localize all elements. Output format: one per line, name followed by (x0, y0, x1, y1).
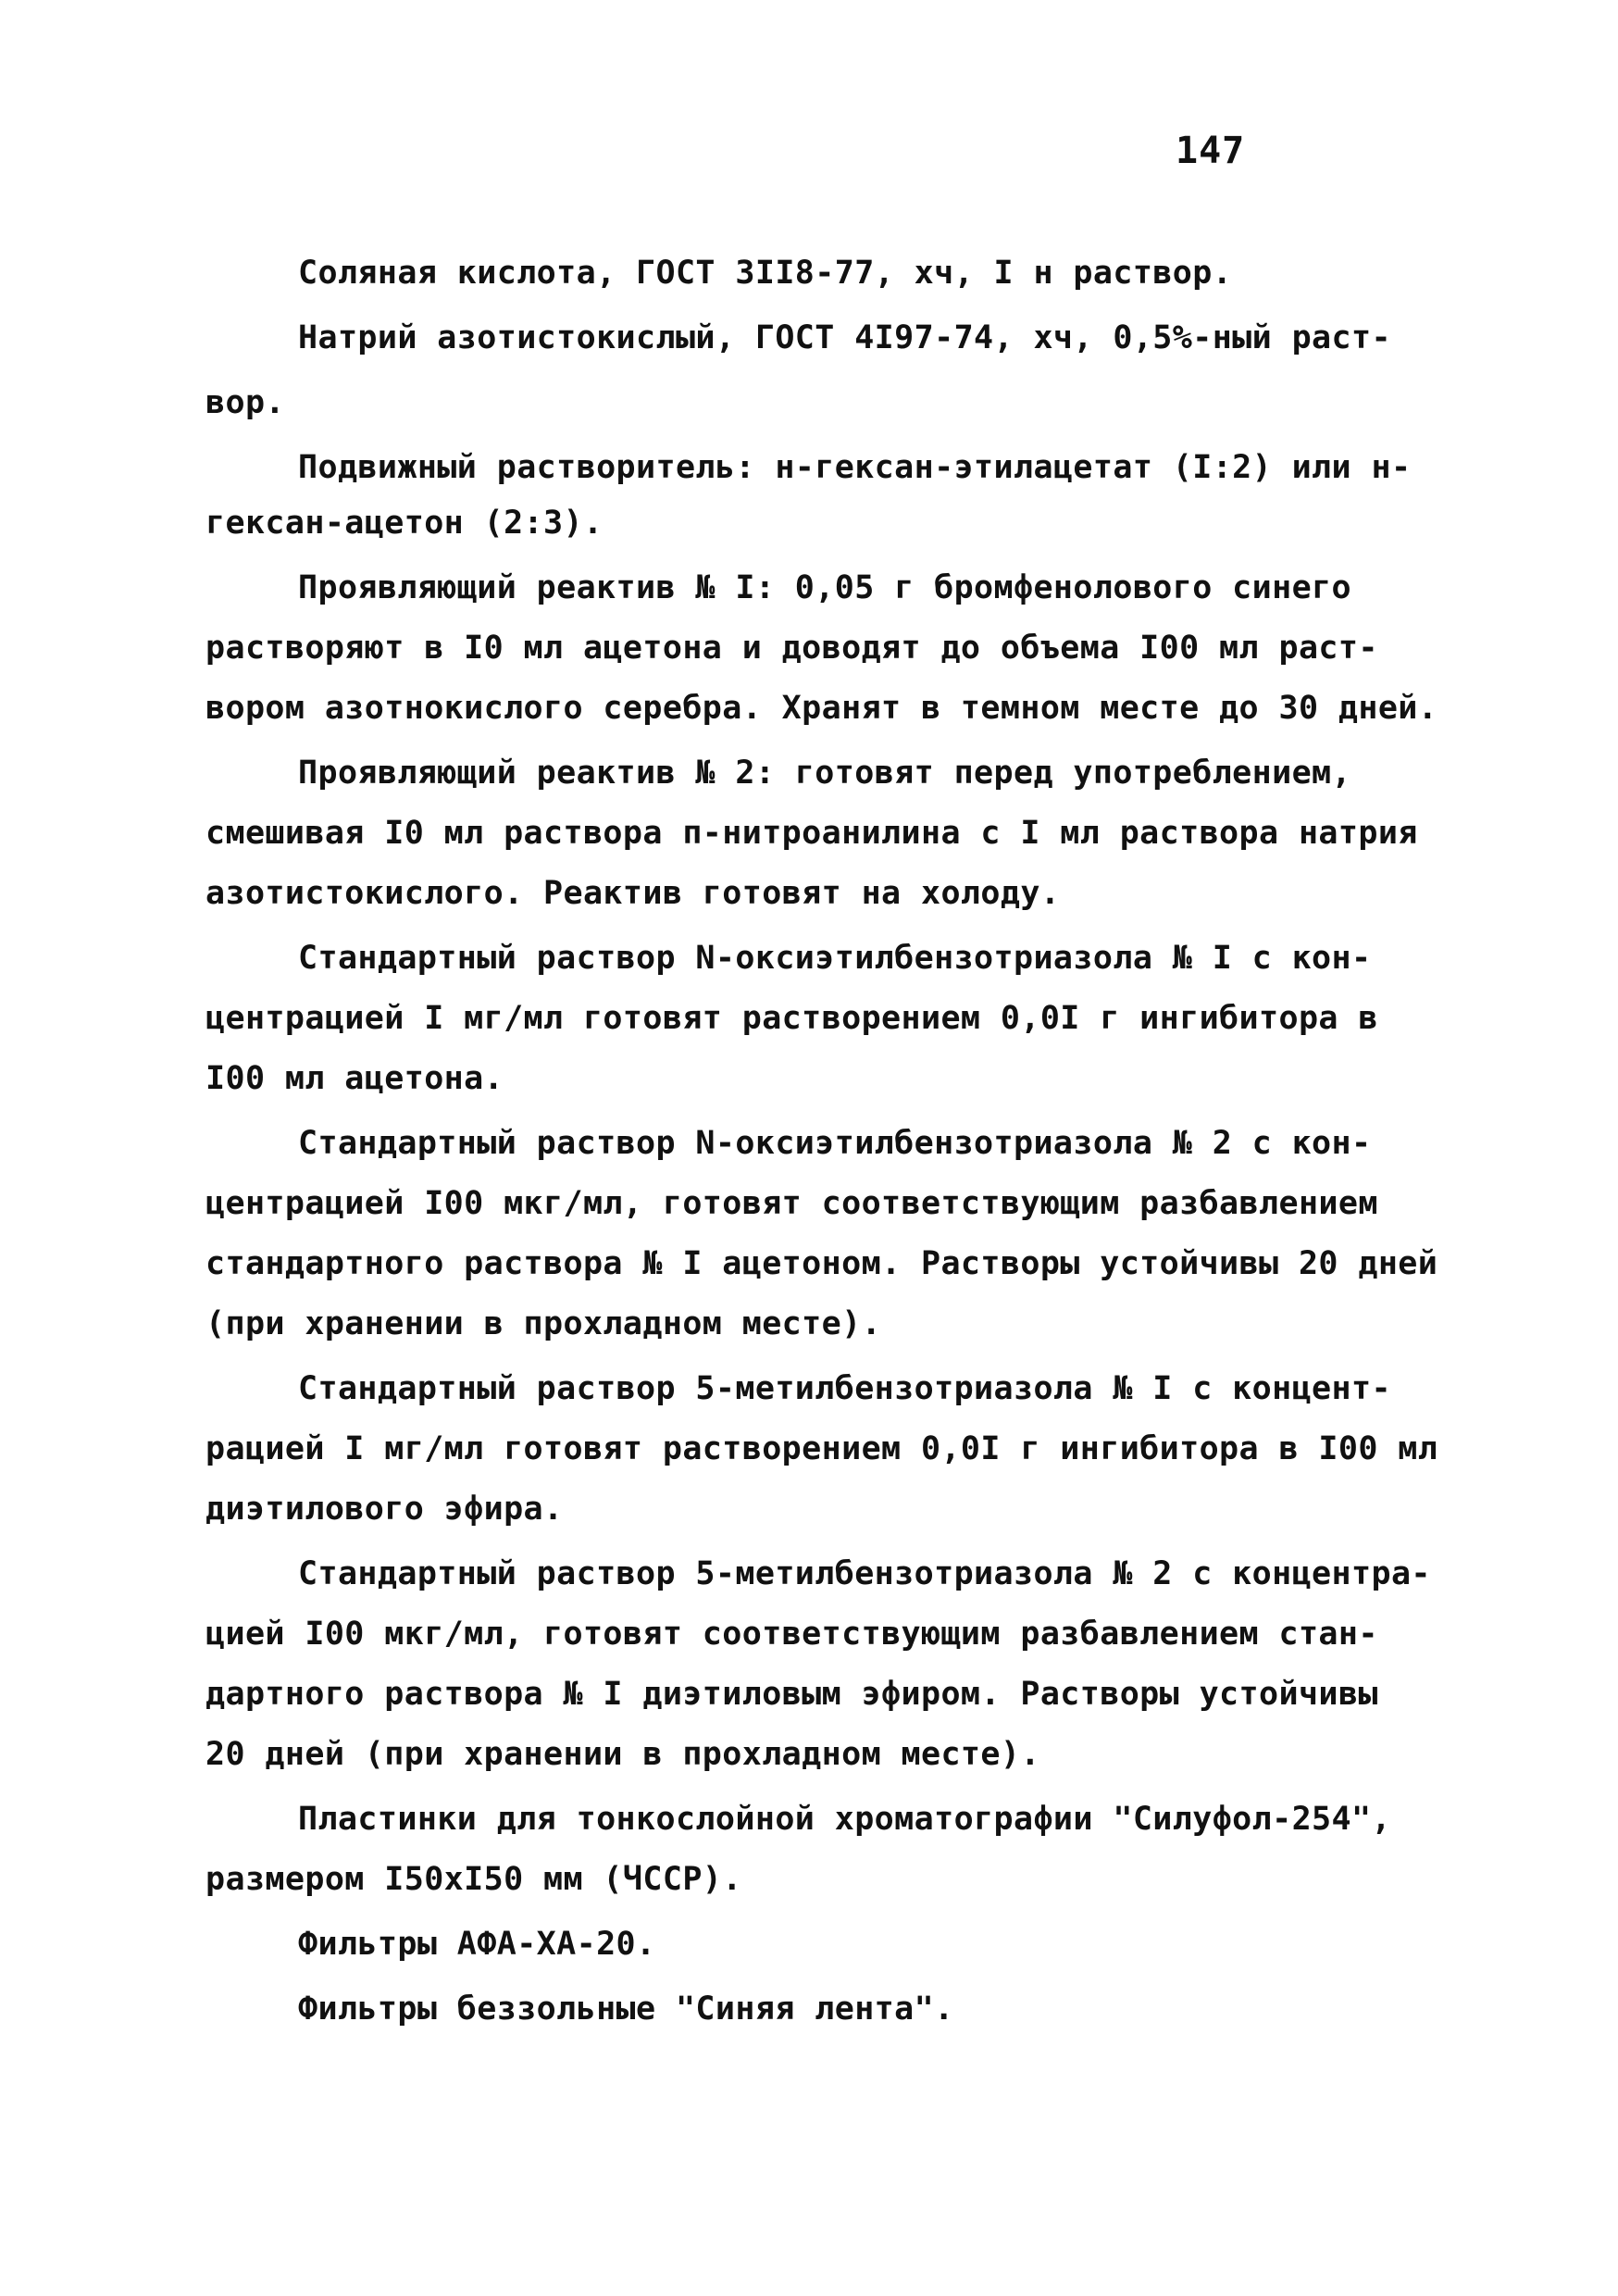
text-line: Проявляющий реактив № I: 0,05 г бромфенолового синего (298, 569, 1352, 606)
text-line: стандартного раствора № I ацетоном. Растворы устойчивы 20 дней (205, 1245, 1438, 1282)
text-line: Натрий азотистокислый, ГОСТ 4I97-74, хч, 0,5%-ный раст- (298, 319, 1391, 356)
text-line: гексан-ацетон (2:3). (205, 505, 604, 542)
text-line: Пластинки для тонкослойной хроматографии "Силуфол-254", (298, 1801, 1391, 1838)
page-number: 147 (1176, 130, 1246, 172)
text-line: цией I00 мкг/мл, готовят соответствующим разбавлением стан- (205, 1616, 1378, 1653)
text-line: Стандартный раствор 5-метилбензотриазола № I с концент- (298, 1370, 1391, 1407)
text-line: (при хранении в прохладном месте). (205, 1305, 882, 1342)
text-line: Соляная кислота, ГОСТ 3II8-77, хч, I н раствор. (298, 255, 1233, 292)
text-line: Проявляющий реактив № 2: готовят перед употреблением, (298, 755, 1352, 792)
text-line: I00 мл ацетона. (205, 1060, 504, 1097)
text-line: центрацией I00 мкг/мл, готовят соответствующим разбавлением (205, 1185, 1378, 1222)
text-line: дартного раствора № I диэтиловым эфиром. Растворы устойчивы (205, 1676, 1378, 1713)
text-line: растворяют в I0 мл ацетона и доводят до объема I00 мл раст- (205, 630, 1378, 667)
text-line: смешивая I0 мл раствора п-нитроанилина с I мл раствора натрия (205, 815, 1418, 852)
text-line: размером I50хI50 мм (ЧССР). (205, 1861, 742, 1898)
text-line: Фильтры беззольные "Синяя лента". (298, 1990, 954, 2028)
text-line: Стандартный раствор N-оксиэтилбензотриазола № 2 с кон- (298, 1125, 1372, 1162)
text-line: вор. (205, 384, 285, 421)
text-line: Подвижный растворитель: н-гексан-этилацетат (I:2) или н- (298, 449, 1412, 486)
text-line: диэтилового эфира. (205, 1491, 564, 1528)
text-line: азотистокислого. Реактив готовят на холоду. (205, 875, 1061, 912)
text-line: центрацией I мг/мл готовят растворением 0,0I г ингибитора в (205, 1000, 1378, 1037)
text-line: Стандартный раствор 5-метилбензотриазола № 2 с концентра- (298, 1555, 1431, 1592)
text-line: Стандартный раствор N-оксиэтилбензотриазола № I с кон- (298, 940, 1372, 977)
text-line: рацией I мг/мл готовят растворением 0,0I г ингибитора в I00 мл (205, 1430, 1438, 1467)
text-line: Фильтры АФА-ХА-20. (298, 1926, 656, 1963)
text-line: 20 дней (при хранении в прохладном месте). (205, 1736, 1040, 1773)
text-line: вором азотнокислого серебра. Хранят в темном месте до 30 дней. (205, 690, 1438, 727)
